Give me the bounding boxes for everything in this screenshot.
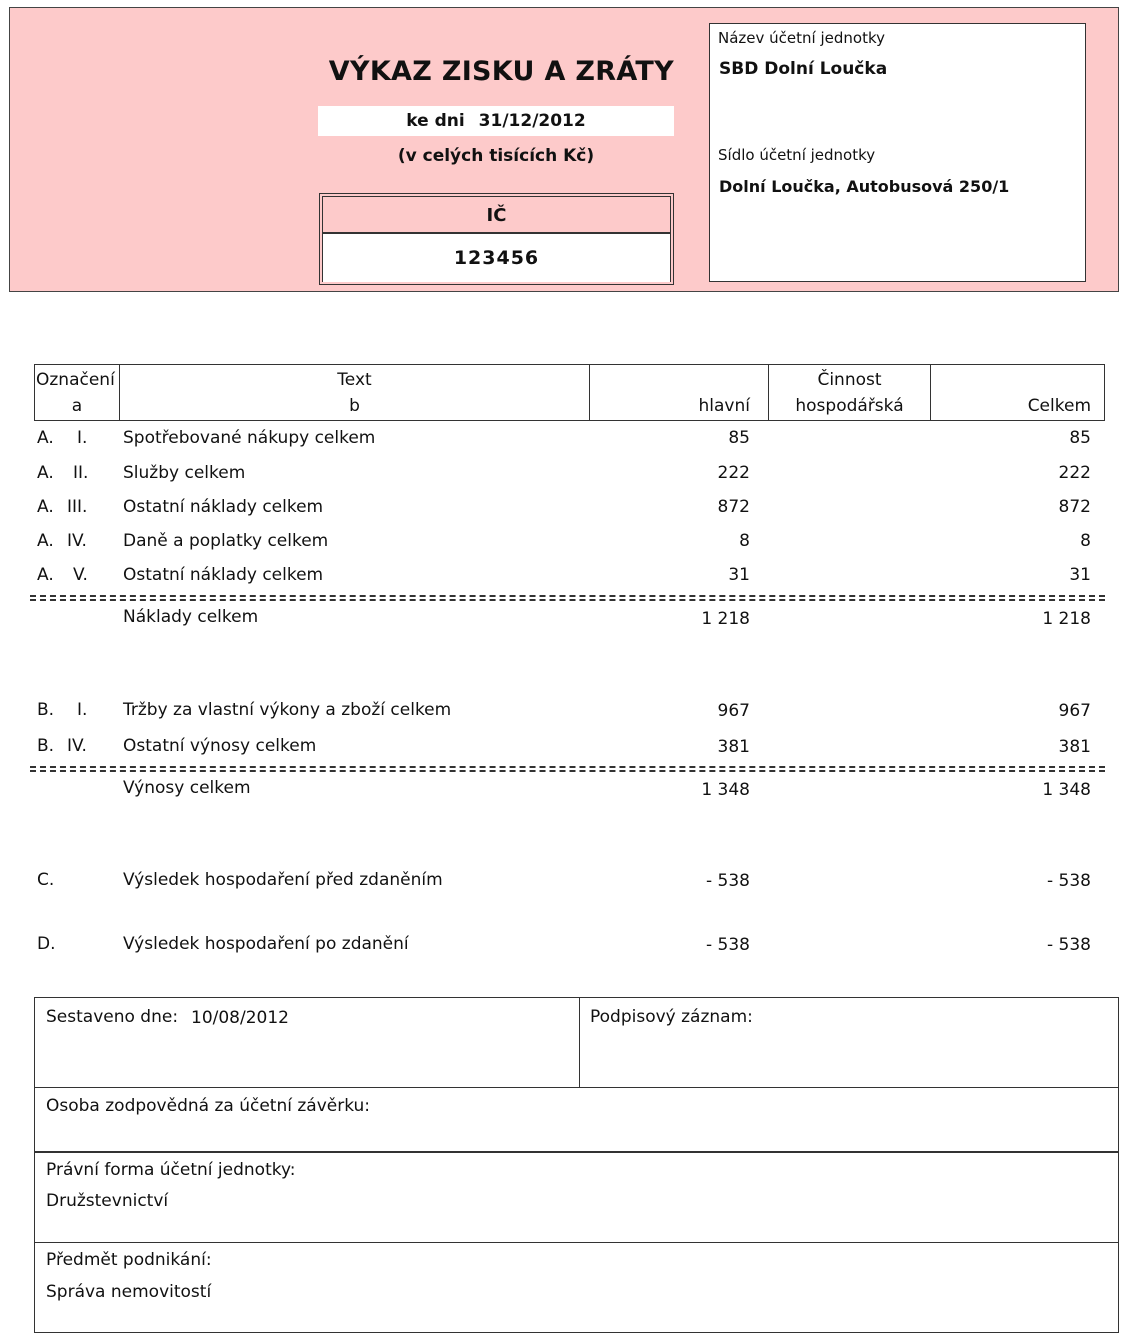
col-text — [119, 365, 589, 420]
table-row — [0, 607, 1127, 631]
row-total: 8 — [1080, 531, 1091, 551]
row-roman: IV. — [67, 531, 87, 551]
row-total: 1 218 — [1042, 609, 1091, 629]
table-row — [0, 531, 1127, 555]
row-roman: I. — [77, 700, 88, 720]
row-roman: V. — [73, 565, 88, 585]
col-designation-bottom: a — [71, 396, 83, 416]
ic-label: IČ — [323, 197, 670, 234]
report-date-prefix: ke dni — [406, 111, 465, 131]
col-total — [930, 365, 1104, 420]
compiled-date: 10/08/2012 — [191, 1008, 289, 1028]
row-total: 872 — [1058, 497, 1091, 517]
row-main: 85 — [728, 428, 750, 448]
ic-box — [319, 193, 674, 285]
row-letter: D. — [37, 934, 56, 954]
table-row — [0, 736, 1127, 760]
row-text: Spotřebované nákupy celkem — [123, 428, 376, 448]
row-total: - 538 — [1047, 871, 1091, 891]
row-main: 381 — [717, 737, 750, 757]
row-main: 872 — [717, 497, 750, 517]
table-row — [0, 497, 1127, 521]
row-letter: A. — [37, 497, 54, 517]
row-main: 967 — [717, 701, 750, 721]
col-activity — [768, 365, 930, 420]
entity-box — [709, 23, 1086, 282]
double-dashed-divider — [30, 595, 1105, 601]
col-designation-top: Označení — [36, 370, 115, 390]
entity-seat: Dolní Loučka, Autobusová 250/1 — [719, 177, 1010, 196]
col-total-label: Celkem — [1027, 396, 1091, 416]
business-value: Správa nemovitostí — [46, 1282, 212, 1302]
table-row — [0, 428, 1127, 452]
footer-divider — [35, 1087, 1118, 1088]
entity-name: SBD Dolní Loučka — [719, 59, 888, 79]
row-text: Výnosy celkem — [123, 778, 251, 798]
footer-divider — [35, 1242, 1118, 1243]
legal-form-label: Právní forma účetní jednotky: — [46, 1160, 296, 1180]
row-letter: A. — [37, 463, 54, 483]
row-total: 31 — [1069, 565, 1091, 585]
report-units: (v celých tisících Kč) — [397, 146, 595, 166]
row-text: Ostatní náklady celkem — [123, 497, 324, 517]
legal-form-value: Družstevnictví — [46, 1191, 169, 1211]
signature-label: Podpisový záznam: — [590, 1007, 753, 1027]
row-main: 31 — [728, 565, 750, 585]
row-main: - 538 — [706, 871, 750, 891]
table-row — [0, 934, 1127, 958]
row-letter: A. — [37, 565, 54, 585]
ic-value: 123456 — [323, 234, 670, 282]
col-main — [589, 365, 768, 420]
row-total: - 538 — [1047, 935, 1091, 955]
table-row — [0, 870, 1127, 894]
table-row — [0, 778, 1127, 802]
row-text: Náklady celkem — [123, 607, 259, 627]
row-roman: III. — [67, 497, 88, 517]
row-main: 222 — [717, 463, 750, 483]
row-text: Ostatní náklady celkem — [123, 565, 324, 585]
row-text: Ostatní výnosy celkem — [123, 736, 317, 756]
row-main: 1 218 — [701, 609, 750, 629]
row-roman: II. — [73, 463, 89, 483]
row-text: Daně a poplatky celkem — [123, 531, 329, 551]
row-main: - 538 — [706, 935, 750, 955]
col-activity-top: Činnost — [817, 370, 882, 390]
row-total: 1 348 — [1042, 780, 1091, 800]
business-label: Předmět podnikání: — [46, 1250, 212, 1270]
row-total: 85 — [1069, 428, 1091, 448]
col-activity-bottom: hospodářská — [795, 396, 904, 416]
double-dashed-divider — [30, 766, 1105, 772]
table-row — [0, 463, 1127, 487]
row-roman: I. — [77, 428, 88, 448]
row-letter: A. — [37, 428, 54, 448]
row-main: 1 348 — [701, 780, 750, 800]
row-letter: B. — [37, 736, 55, 756]
col-text-bottom: b — [349, 396, 360, 416]
row-text: Výsledek hospodaření po zdanění — [123, 934, 409, 954]
col-designation — [35, 365, 119, 420]
table-row — [0, 700, 1127, 724]
row-letter: B. — [37, 700, 55, 720]
col-main-label: hlavní — [698, 396, 750, 416]
row-letter: C. — [37, 870, 55, 890]
report-title: VÝKAZ ZISKU A ZRÁTY — [328, 56, 674, 87]
responsible-person-label: Osoba zodpovědná za účetní závěrku: — [46, 1096, 371, 1116]
footer-vertical-divider — [579, 998, 580, 1087]
report-date-box — [318, 106, 674, 136]
row-text: Výsledek hospodaření před zdaněním — [123, 870, 443, 890]
table-row — [0, 565, 1127, 589]
row-total: 222 — [1058, 463, 1091, 483]
compiled-label: Sestaveno dne: — [46, 1007, 179, 1027]
entity-name-label: Název účetní jednotky — [718, 29, 885, 47]
col-text-top: Text — [337, 370, 372, 390]
row-total: 381 — [1058, 737, 1091, 757]
row-letter: A. — [37, 531, 54, 551]
row-text: Služby celkem — [123, 463, 246, 483]
report-footer — [34, 997, 1119, 1333]
entity-seat-label: Sídlo účetní jednotky — [718, 146, 876, 164]
row-roman: IV. — [67, 736, 87, 756]
row-text: Tržby za vlastní výkony a zboží celkem — [123, 700, 452, 720]
row-main: 8 — [739, 531, 750, 551]
table-header — [34, 364, 1105, 421]
footer-divider — [35, 1151, 1118, 1153]
row-total: 967 — [1058, 701, 1091, 721]
report-date: 31/12/2012 — [478, 111, 586, 131]
